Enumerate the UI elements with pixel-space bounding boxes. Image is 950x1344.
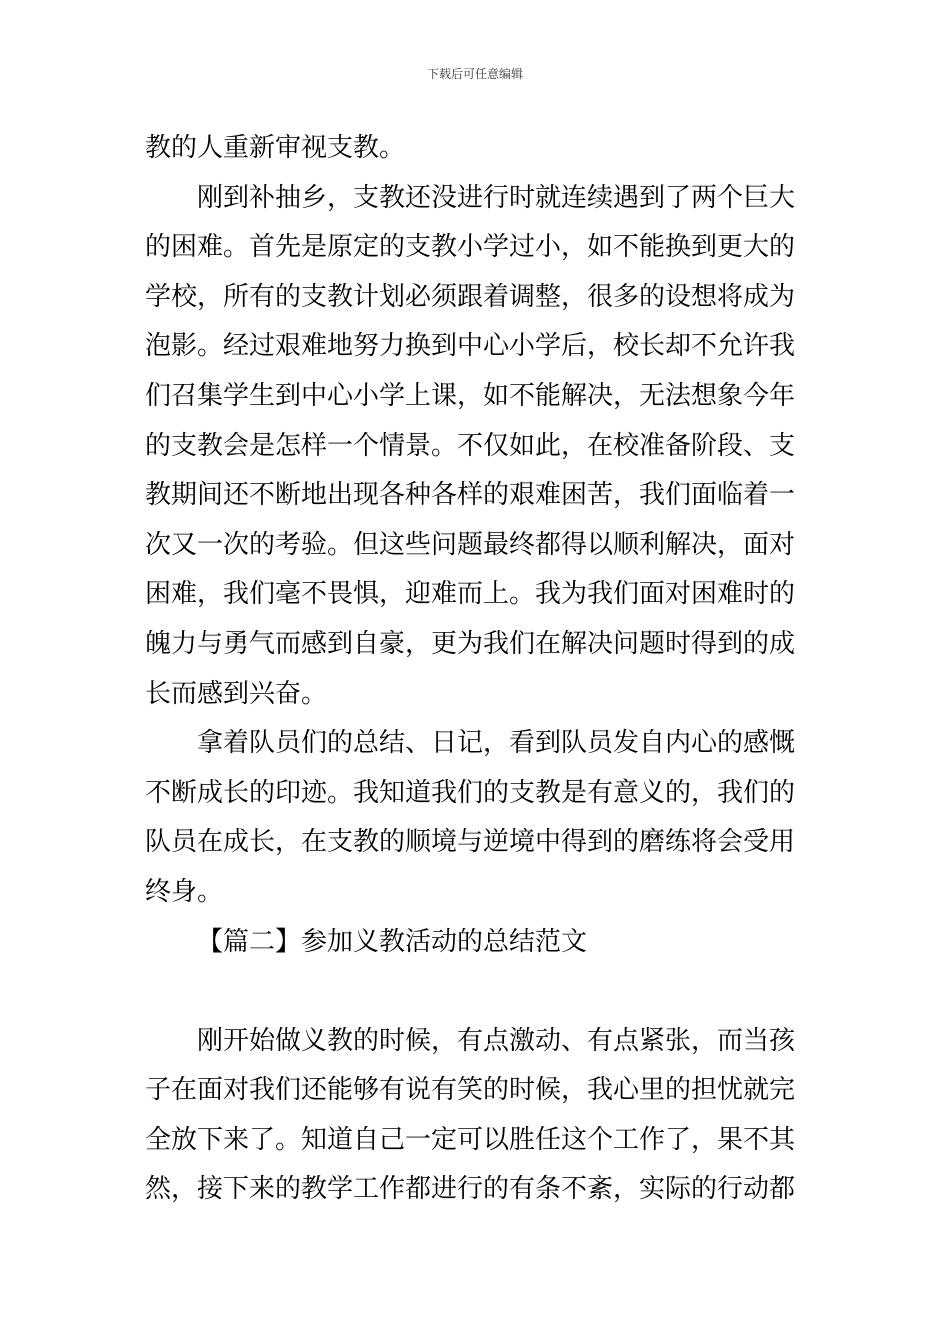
page-header: 下载后可任意编辑 — [426, 67, 523, 81]
text-line: 然，接下来的教学工作都进行的有条不紊，实际的行动都 — [145, 1174, 796, 1205]
text-line: 教期间还不断地出现各种各样的艰难困苦，我们面临着一 — [145, 480, 796, 511]
text-line: 不断成长的印迹。我知道我们的支教是有意义的，我们的 — [145, 777, 796, 808]
text-line: 刚到补抽乡，支教还没进行时就连续遇到了两个巨大 — [197, 182, 796, 213]
text-line: 学校，所有的支教计划必须跟着调整，很多的设想将成为 — [145, 281, 796, 312]
spacer — [145, 967, 809, 1017]
text-line: 拿着队员们的总结、日记，看到队员发自内心的感慨 — [197, 728, 796, 759]
text-line: 困难，我们毫不畏惧，迎难而上。我为我们面对困难时的 — [145, 579, 796, 610]
document-body — [145, 124, 809, 1215]
text-line: 的困难。首先是原定的支教小学过小，如不能换到更大的 — [145, 232, 796, 263]
paragraph-continuation — [145, 124, 809, 174]
text-line: 的支教会是怎样一个情景。不仅如此，在校准备阶段、支 — [145, 430, 796, 461]
text-line: 终身。 — [145, 876, 224, 907]
text-line: 子在面对我们还能够有说有笑的时候，我心里的担忧就完 — [145, 1075, 796, 1106]
text-line: 长而感到兴奋。 — [145, 678, 328, 709]
text-line: 们召集学生到中心小学上课，如不能解决，无法想象今年 — [145, 380, 796, 411]
paragraph-reflection — [145, 719, 809, 917]
text-line: 次又一次的考验。但这些问题最终都得以顺利解决，面对 — [145, 529, 796, 560]
text-line: 泡影。经过艰难地努力换到中心小学后，校长却不允许我 — [145, 331, 796, 362]
paragraph-difficulties — [145, 174, 809, 720]
text-line: 刚开始做义教的时候，有点激动、有点紧张，而当孩 — [197, 1025, 796, 1056]
paragraph-section-two — [145, 1017, 809, 1215]
text-line: 魄力与勇气而感到自豪，更为我们在解决问题时得到的成 — [145, 628, 796, 659]
text-line: 全放下来了。知道自己一定可以胜任这个工作了，果不其 — [145, 1124, 796, 1155]
text-line: 教的人重新审视支教。 — [145, 133, 406, 163]
text-line: 队员在成长，在支教的顺境与逆境中得到的磨练将会受用 — [145, 827, 796, 858]
section-heading: 【篇二】参加义教活动的总结范文 — [197, 926, 588, 957]
